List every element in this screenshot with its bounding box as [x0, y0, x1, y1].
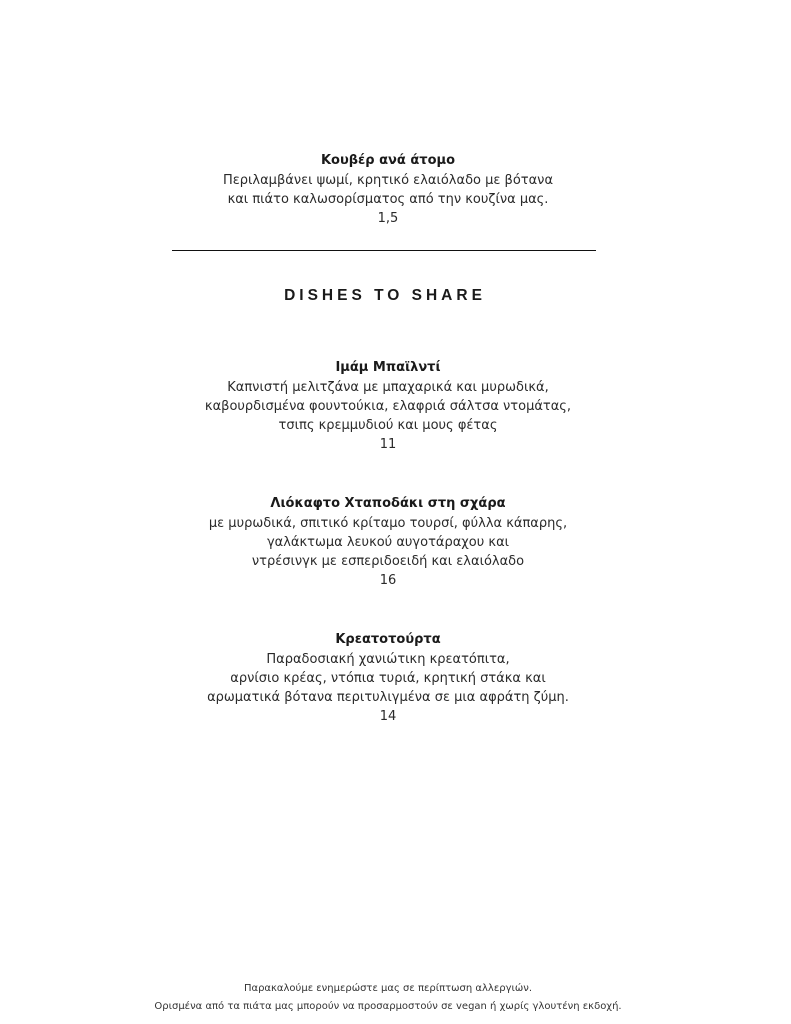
- menu-item: [0, 630, 776, 726]
- menu-item-price: 16: [379, 573, 397, 588]
- cover-charge-item: [0, 151, 776, 228]
- menu-item-description-line: αρωματικά βότανα περιτυλιγμένα σε μια αφράτη ζύμη.: [207, 690, 569, 705]
- menu-item-description-line: Παραδοσιακή χανιώτικη κρεατόπιτα,: [266, 652, 510, 667]
- allergy-note-line: Παρακαλούμε ενημερώστε μας σε περίπτωση αλλεργιών.: [243, 983, 533, 994]
- menu-item-description-line: καβουρδισμένα φουντούκια, ελαφριά σάλτσα ντομάτας,: [204, 399, 572, 414]
- menu-item-description-line: αρνίσιο κρέας, ντόπια τυριά, κρητική στάκα και: [230, 671, 546, 686]
- cover-charge-description-line: και πιάτο καλωσορίσματος από την κουζίνα μας.: [227, 192, 549, 207]
- menu-item-description-line: Καπνιστή μελιτζάνα με μπαχαρικά και μυρωδικά,: [227, 380, 549, 395]
- menu-item-title: Κρεατοτούρτα: [335, 632, 441, 647]
- menu-item-title: Λιόκαφτο Χταποδάκι στη σχάρα: [270, 496, 506, 511]
- section-heading: DISHES TO SHARE: [284, 287, 486, 304]
- menu-item-description-line: γαλάκτωμα λευκού αυγοτάραχου και: [266, 535, 510, 550]
- cover-charge-price: 1,5: [377, 211, 399, 226]
- section-divider: [172, 250, 596, 251]
- dietary-note-line: Ορισμένα από τα πιάτα μας μπορούν να προσαρμοστούν σε vegan ή χωρίς γλουτένη εκδοχή.: [154, 1001, 622, 1012]
- menu-item-price: 11: [379, 437, 397, 452]
- menu-item-description-line: τσιπς κρεμμυδιού και μους φέτας: [278, 418, 498, 433]
- cover-charge-title: Κουβέρ ανά άτομο: [320, 153, 456, 168]
- menu-item-description-line: ντρέσινγκ με εσπεριδοειδή και ελαιόλαδο: [251, 554, 525, 569]
- menu-item-price: 14: [379, 709, 397, 724]
- cover-charge-description-line: Περιλαμβάνει ψωμί, κρητικό ελαιόλαδο με βότανα: [222, 173, 554, 188]
- allergy-note: [0, 980, 776, 1016]
- menu-item-title: Ιμάμ Μπαϊλντί: [335, 360, 441, 375]
- menu-item-description-line: με μυρωδικά, σπιτικό κρίταμο τουρσί, φύλλα κάπαρης,: [208, 516, 568, 531]
- menu-item: [0, 358, 776, 454]
- menu-item: [0, 494, 776, 590]
